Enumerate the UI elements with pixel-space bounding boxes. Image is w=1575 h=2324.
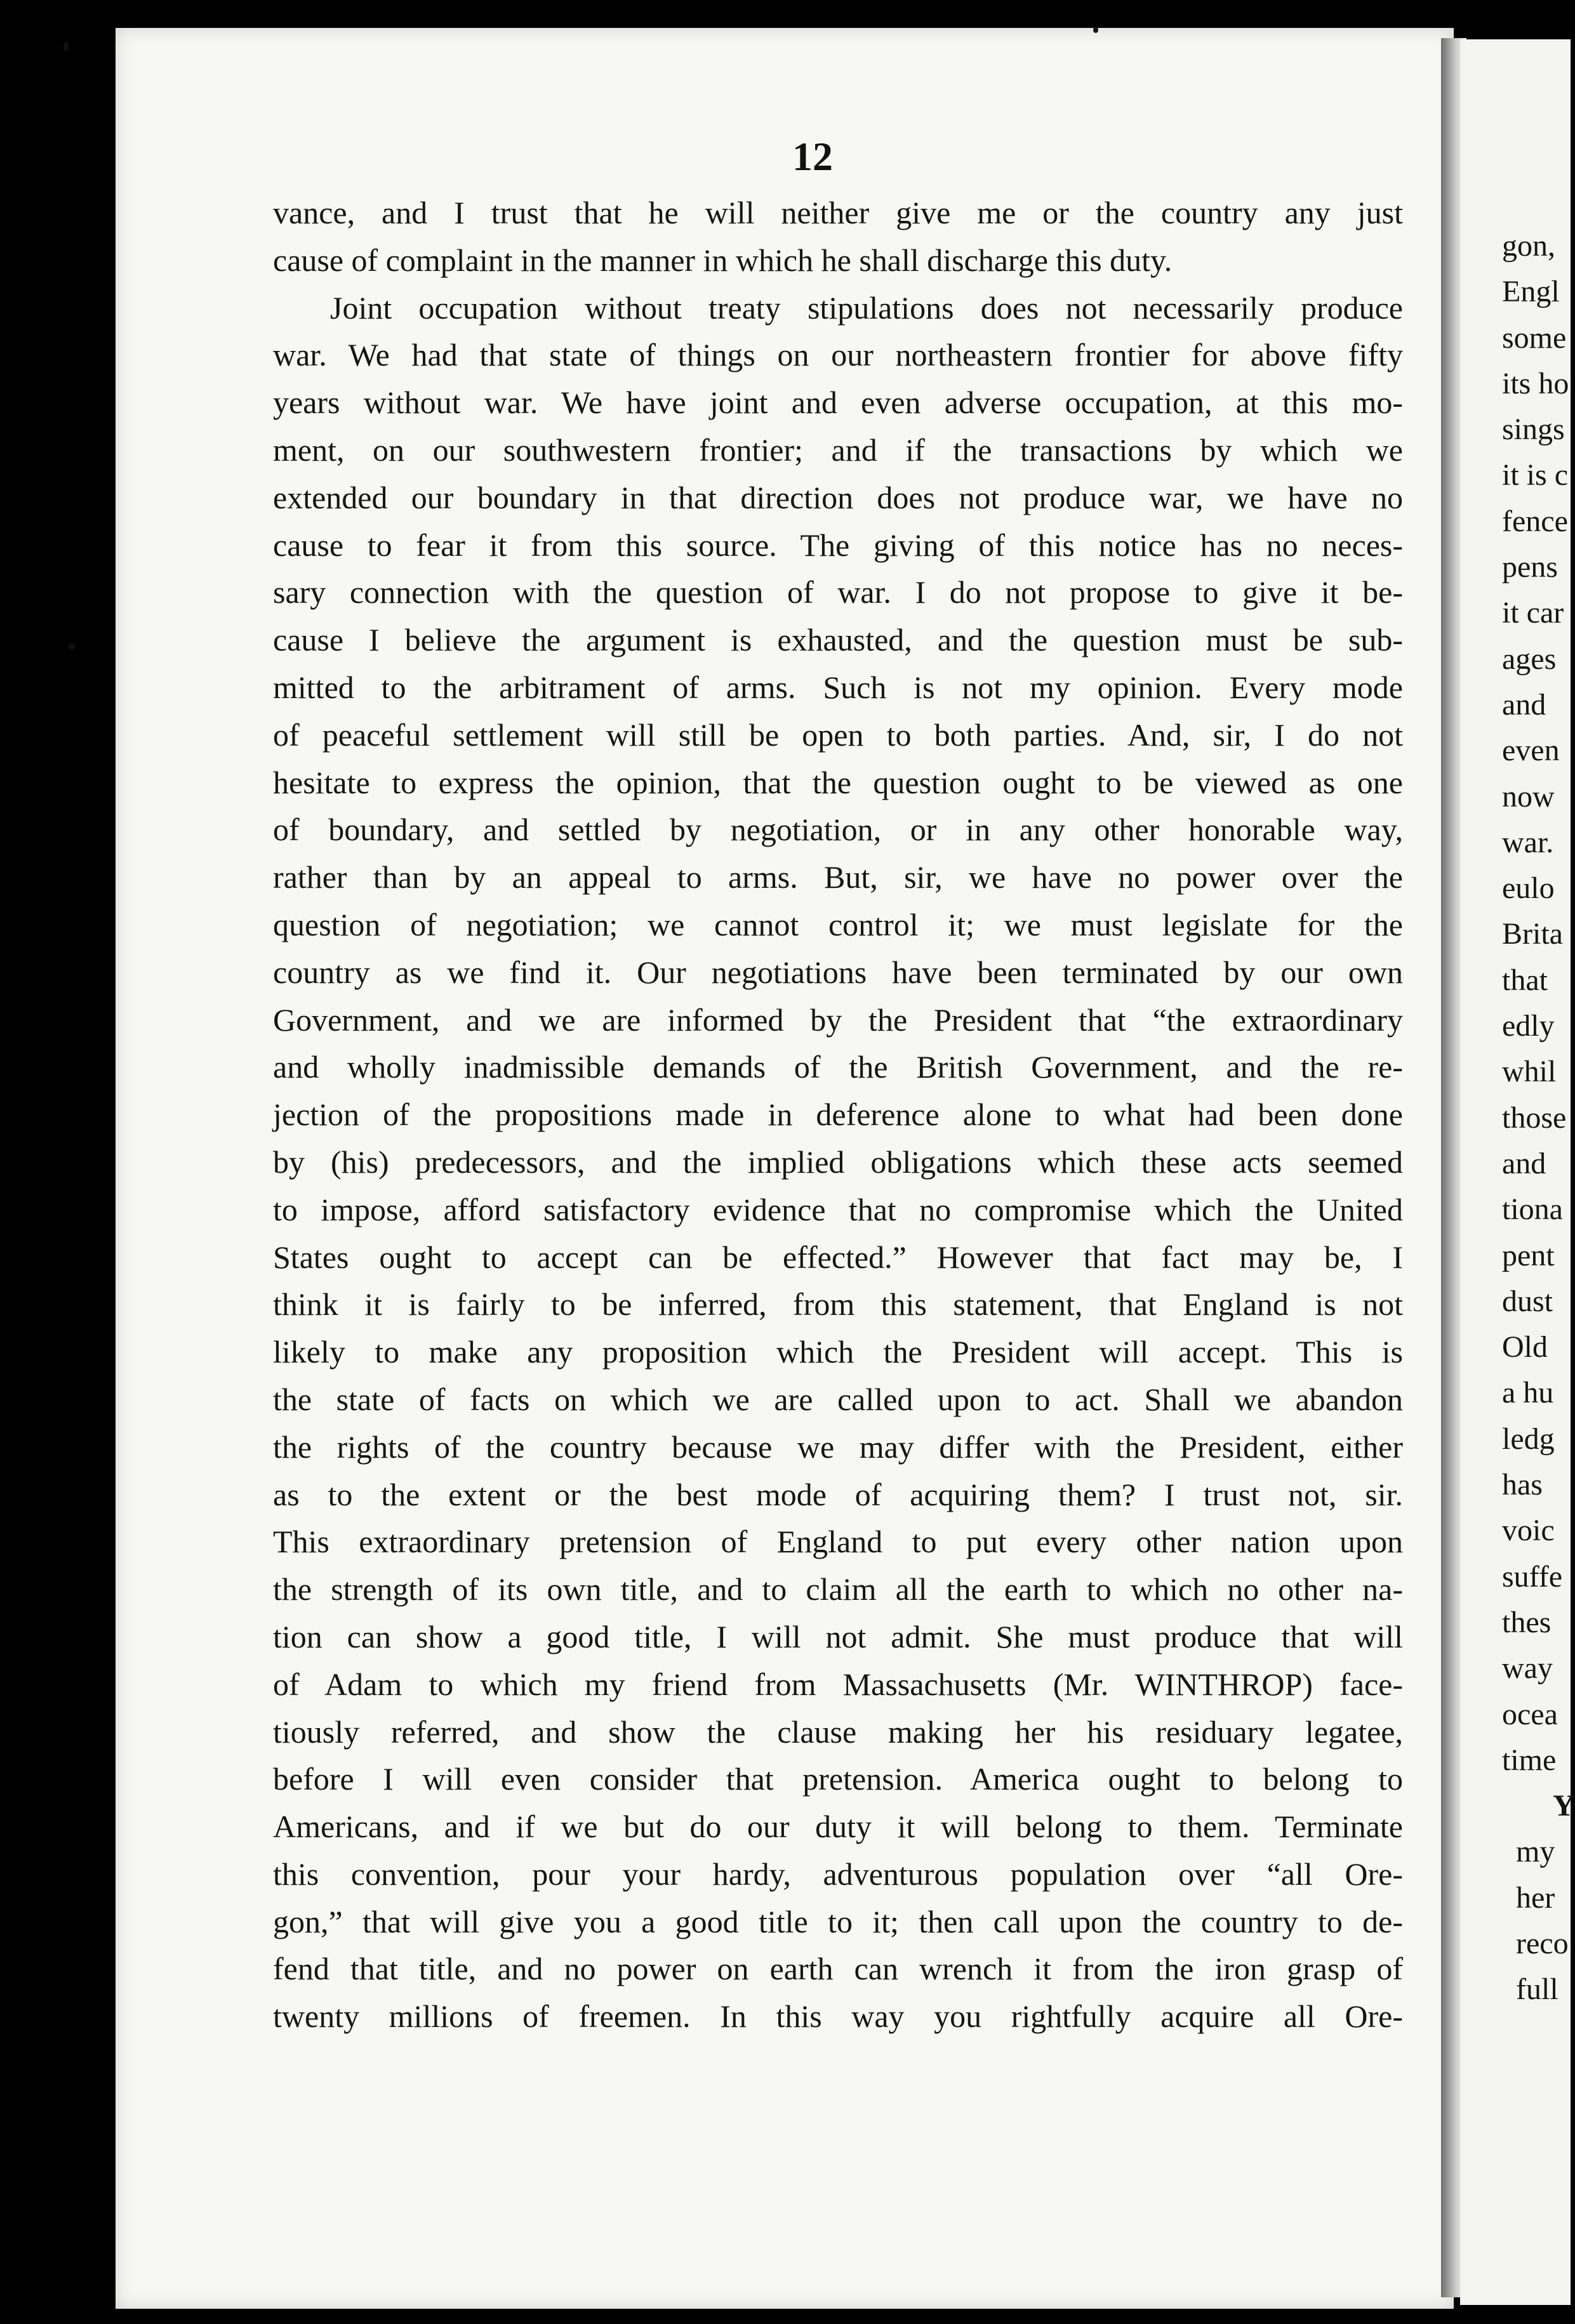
text-fragment: thes: [1502, 1605, 1552, 1639]
text-fragment: its ho: [1502, 366, 1569, 400]
text-fragment: pent: [1502, 1238, 1555, 1272]
text-line: tion can show a good title, I will not admit. She must produce that will: [273, 1618, 1403, 1654]
text-fragment: that: [1502, 963, 1548, 997]
text-line: the state of facts on which we are called upon to act. Shall we abandon: [273, 1381, 1403, 1417]
text-fragment: whil: [1502, 1055, 1557, 1089]
text-fragment: even: [1502, 734, 1560, 768]
text-line: years without war. We have joint and even adverse occupation, at this mo-: [273, 385, 1403, 421]
text-line: hesitate to express the opinion, that the question ought to be viewed as one: [273, 764, 1403, 800]
text-line: of boundary, and settled by negotiation, or in any other honorable way,: [273, 812, 1403, 848]
ink-speck: [69, 644, 75, 650]
text-fragment: tiona: [1502, 1192, 1563, 1227]
text-fragment: gon,: [1502, 229, 1555, 263]
text-fragment: war.: [1502, 825, 1554, 859]
text-line: ment, on our southwestern frontier; and if the transactions by which we: [273, 432, 1403, 468]
text-fragment: her: [1516, 1880, 1555, 1915]
text-line: country as we find it. Our negotiations have been terminated by our own: [273, 954, 1403, 990]
page-number: 12: [792, 134, 833, 179]
text-fragment: has: [1502, 1468, 1543, 1502]
text-line: Government, and we are informed by the President that “the extraordinary: [273, 1001, 1403, 1038]
text-line: by (his) predecessors, and the implied obligations which these acts seemed: [273, 1144, 1403, 1180]
text-fragment: now: [1502, 779, 1555, 814]
text-line: this convention, pour your hardy, adventurous population over “all Ore-: [273, 1856, 1403, 1892]
text-fragment: Y: [1553, 1789, 1575, 1823]
text-line: to impose, afford satisfactory evidence that no compromise which the United: [273, 1191, 1403, 1227]
text-line: cause to fear it from this source. The giving of this notice has no neces-: [273, 527, 1403, 563]
text-fragment: those: [1502, 1100, 1567, 1135]
text-fragment: Engl: [1502, 275, 1560, 309]
text-line: before I will even consider that pretension. America ought to belong to: [273, 1761, 1403, 1797]
text-fragment: sings: [1502, 413, 1565, 447]
text-line: the strength of its own title, and to claim all the earth to which no other na-: [273, 1571, 1403, 1608]
page-body-text: [273, 189, 1403, 2040]
text-line: the rights of the country because we may differ with the President, either: [273, 1429, 1403, 1465]
text-fragment: ocea: [1502, 1697, 1558, 1731]
text-fragment: edly: [1502, 1009, 1555, 1043]
text-line: fend that title, and no power on earth can wrench it from the iron grasp of: [273, 1951, 1403, 1987]
text-fragment: my: [1516, 1835, 1555, 1869]
ink-speck: [63, 42, 69, 51]
text-line: gon,” that will give you a good title to it; then call upon the country to de-: [273, 1903, 1403, 1939]
text-fragment: full: [1516, 1972, 1558, 2007]
text-fragment: ledg: [1502, 1422, 1555, 1456]
text-line: cause of complaint in the manner in which he shall discharge this duty.: [273, 242, 1173, 278]
text-line: jection of the propositions made in deference alone to what had been done: [273, 1097, 1403, 1133]
text-line: vance, and I trust that he will neither give me or the country any just: [273, 195, 1403, 230]
ink-speck: [1093, 27, 1098, 33]
text-fragment: and: [1502, 1146, 1546, 1180]
text-fragment: voic: [1502, 1514, 1555, 1548]
text-fragment: a hu: [1502, 1376, 1554, 1410]
text-line: of peaceful settlement will still be open to both parties. And, sir, I do not: [273, 716, 1403, 753]
text-line: Americans, and if we but do our duty it will belong to them. Terminate: [273, 1809, 1403, 1845]
text-line: sary connection with the question of war. I do not propose to give it be-: [273, 574, 1403, 611]
text-line: think it is fairly to be inferred, from this statement, that England is not: [273, 1286, 1403, 1323]
text-fragment: eulo: [1502, 871, 1555, 906]
text-fragment: ages: [1502, 642, 1557, 676]
text-fragment: it is c: [1502, 458, 1568, 492]
text-line: as to the extent or the best mode of acquiring them? I trust not, sir.: [273, 1476, 1403, 1512]
text-fragment: it car: [1502, 596, 1564, 630]
text-line: twenty millions of freemen. In this way you rightfully acquire all Ore-: [273, 1998, 1403, 2035]
text-fragment: Old: [1502, 1330, 1548, 1364]
text-fragment: Brita: [1502, 917, 1563, 951]
text-fragment: pens: [1502, 550, 1558, 584]
text-fragment: reco: [1516, 1926, 1569, 1960]
text-line: rather than by an appeal to arms. But, sir, we have no power over the: [273, 859, 1403, 895]
text-fragment: time: [1502, 1743, 1557, 1777]
text-line: This extraordinary pretension of England to put every other nation upon: [273, 1524, 1403, 1560]
text-line: cause I believe the argument is exhausted, and the question must be sub-: [273, 622, 1403, 658]
text-fragment: fence: [1502, 504, 1568, 538]
right-page-text: [1502, 223, 1575, 2013]
text-line: tiously referred, and show the clause making her his residuary legatee,: [273, 1713, 1403, 1750]
text-line: and wholly inadmissible demands of the British Government, and the re-: [273, 1049, 1403, 1085]
text-line: question of negotiation; we cannot control it; we must legislate for the: [273, 906, 1403, 942]
text-line: Joint occupation without treaty stipulations does not necessarily produce: [330, 289, 1403, 326]
text-line: of Adam to which my friend from Massachusetts (Mr. WINTHROP) face-: [273, 1666, 1403, 1702]
text-line: extended our boundary in that direction does not produce war, we have no: [273, 479, 1403, 515]
text-fragment: suffe: [1502, 1559, 1563, 1594]
text-line: war. We had that state of things on our northeastern frontier for above fifty: [273, 337, 1403, 373]
text-fragment: some: [1502, 320, 1567, 355]
text-line: mitted to the arbitrament of arms. Such is not my opinion. Every mode: [273, 669, 1403, 705]
text-fragment: way: [1502, 1651, 1553, 1686]
text-line: likely to make any proposition which the President will accept. This is: [273, 1334, 1403, 1370]
text-fragment: dust: [1502, 1284, 1553, 1318]
text-line: States ought to accept can be effected.” However that fact may be, I: [273, 1239, 1403, 1275]
text-fragment: and: [1502, 687, 1546, 722]
